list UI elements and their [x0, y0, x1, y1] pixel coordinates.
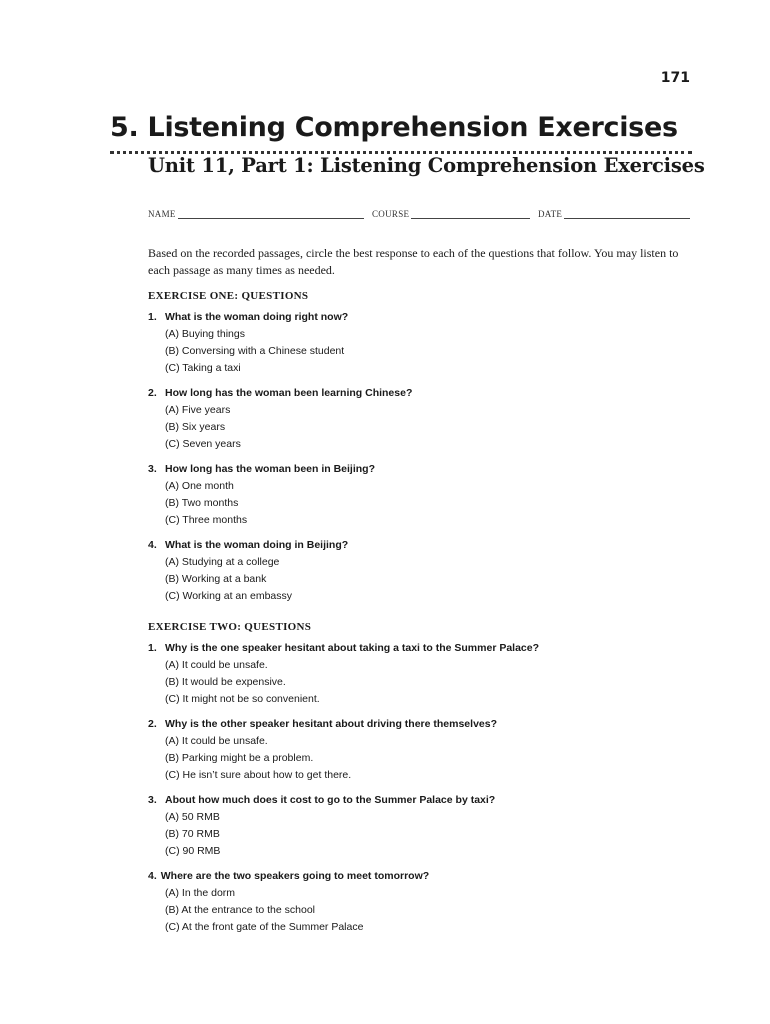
date-label: DATE: [538, 209, 563, 219]
question-item: [148, 792, 692, 860]
answer-option[interactable]: (A) Five years: [165, 404, 231, 416]
question-label: How long has the woman been in Beijing?: [165, 463, 376, 475]
answer-option[interactable]: (B) Conversing with a Chinese student: [165, 345, 345, 357]
question-item: [148, 385, 692, 453]
answer-option[interactable]: (B) At the entrance to the school: [165, 904, 316, 916]
question-item: [148, 461, 692, 529]
question-label: Why is the one speaker hesitant about taking a taxi to the Summer Palace?: [165, 642, 540, 654]
question-item: [148, 309, 692, 377]
question-item: [148, 868, 692, 936]
answer-option[interactable]: (B) Working at a bank: [165, 573, 267, 585]
question-text: [148, 640, 692, 657]
date-field[interactable]: [538, 209, 690, 219]
answer-option[interactable]: (B) Six years: [165, 421, 226, 433]
question-number: 1.: [148, 642, 157, 654]
question-label: Why is the other speaker hesitant about driving there themselves?: [165, 718, 498, 730]
question-text: [148, 537, 692, 554]
exercise-two-heading: EXERCISE TWO: QUESTIONS: [148, 621, 312, 633]
question-label: What is the woman doing right now?: [165, 311, 349, 323]
question-number: 4.: [148, 539, 157, 551]
course-label: COURSE: [372, 209, 410, 219]
question-text: [148, 868, 692, 885]
answer-option[interactable]: (C) Taking a taxi: [165, 362, 241, 374]
course-field[interactable]: [372, 209, 538, 219]
question-text: [148, 792, 692, 809]
exercise-one: [148, 290, 692, 605]
answer-option[interactable]: (A) It could be unsafe.: [165, 659, 268, 671]
answer-option[interactable]: (C) At the front gate of the Summer Palace: [165, 921, 364, 933]
question-label: What is the woman doing in Beijing?: [165, 539, 349, 551]
name-label: NAME: [148, 209, 176, 219]
question-number: 4.: [148, 870, 157, 882]
answer-option[interactable]: (A) Studying at a college: [165, 556, 280, 568]
answer-option[interactable]: (C) 90 RMB: [165, 845, 221, 857]
answer-option[interactable]: (B) 70 RMB: [165, 828, 220, 840]
answer-option[interactable]: (C) It might not be so convenient.: [165, 693, 320, 705]
answer-option[interactable]: (C) Three months: [165, 514, 248, 526]
question-label: How long has the woman been learning Chinese?: [165, 387, 413, 399]
answer-option[interactable]: (C) Working at an embassy: [165, 590, 293, 602]
question-text: [148, 309, 692, 326]
answer-option[interactable]: (B) Parking might be a problem.: [165, 752, 314, 764]
question-item: [148, 716, 692, 784]
question-item: [148, 640, 692, 708]
question-number: 3.: [148, 463, 157, 475]
answer-option[interactable]: (C) He isn’t sure about how to get there.: [165, 769, 352, 781]
unit-title: Unit 11, Part 1: Listening Comprehension Exercises: [148, 154, 705, 177]
name-field[interactable]: [148, 209, 372, 219]
answer-option[interactable]: (B) It would be expensive.: [165, 676, 286, 688]
student-info-row: [148, 209, 690, 219]
exercise-one-heading: EXERCISE ONE: QUESTIONS: [148, 290, 309, 302]
exercise-two-questions: [148, 640, 692, 936]
answer-option[interactable]: (A) In the dorm: [165, 887, 236, 899]
exercise-two: [148, 621, 692, 936]
question-text: [148, 385, 692, 402]
question-number: 1.: [148, 311, 157, 323]
instructions: Based on the recorded passages, circle the best response to each of the questions that follow. You may listen to each passage as many times as needed.: [148, 246, 679, 277]
question-text: [148, 461, 692, 478]
answer-option[interactable]: (B) Two months: [165, 497, 239, 509]
question-label: Where are the two speakers going to meet tomorrow?: [160, 870, 430, 882]
question-number: 2.: [148, 718, 157, 730]
question-number: 2.: [148, 387, 157, 399]
course-line: [411, 209, 530, 219]
exercise-one-questions: [148, 309, 692, 605]
date-line: [564, 209, 690, 219]
question-text: [148, 716, 692, 733]
question-number: 3.: [148, 794, 157, 806]
answer-option[interactable]: (A) 50 RMB: [165, 811, 220, 823]
answer-option[interactable]: (A) One month: [165, 480, 234, 492]
name-line: [178, 209, 364, 219]
question-item: [148, 537, 692, 605]
answer-option[interactable]: (C) Seven years: [165, 438, 241, 450]
page-number: 171: [660, 70, 690, 86]
answer-option[interactable]: (A) It could be unsafe.: [165, 735, 268, 747]
chapter-title: 5. Listening Comprehension Exercises: [110, 112, 692, 154]
answer-option[interactable]: (A) Buying things: [165, 328, 245, 340]
exercises: [148, 290, 692, 944]
question-label: About how much does it cost to go to the Summer Palace by taxi?: [165, 794, 496, 806]
